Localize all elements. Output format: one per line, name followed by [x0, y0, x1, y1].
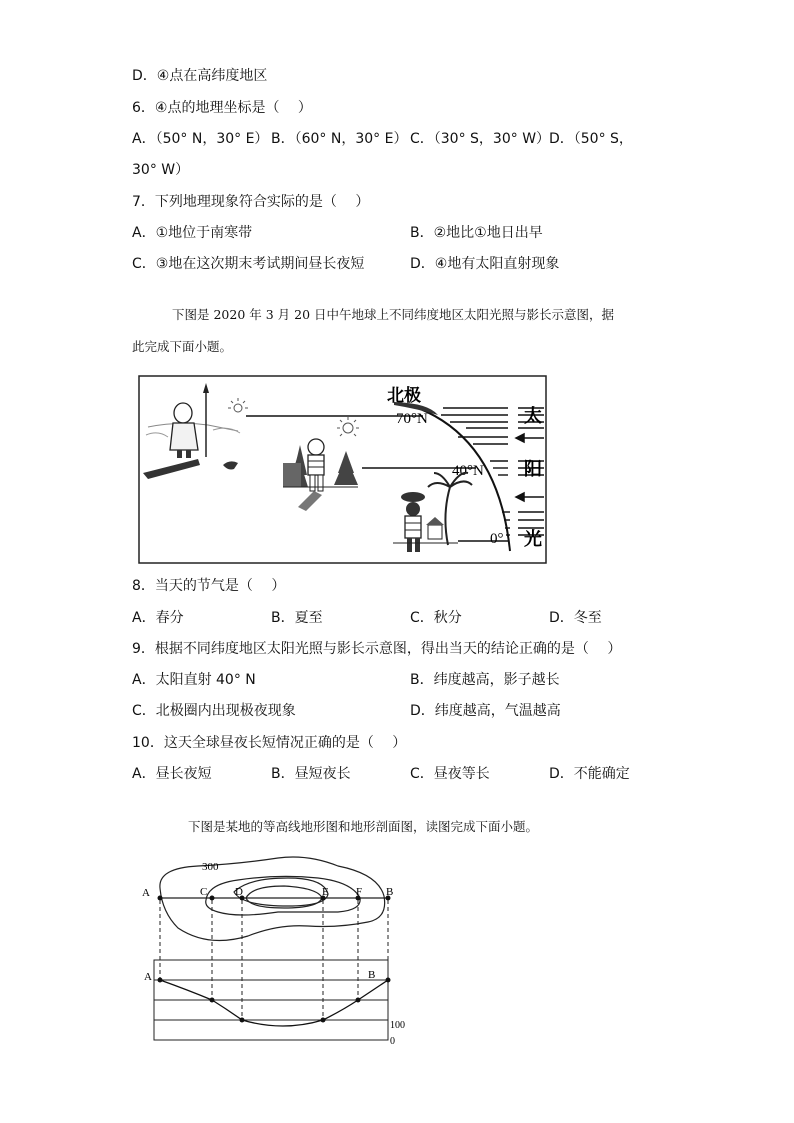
q6-option-a: A．（50° N，30° E） — [132, 131, 269, 147]
intro1-line2: 此完成下面小题。 — [132, 339, 233, 354]
north-pole-label: 北极 — [387, 386, 421, 405]
profile-label-b: B — [368, 969, 376, 981]
q6-option-d-cont: 30° W） — [132, 162, 190, 178]
q7-stem: 7．下列地理现象符合实际的是（ ） — [132, 194, 370, 210]
q10-option-c: C．昼夜等长 — [410, 766, 490, 782]
q8-option-d: D．冬至 — [549, 610, 602, 626]
point-label-d: D — [235, 886, 243, 898]
point-label-b: B — [386, 886, 394, 898]
point-label-c: C — [200, 886, 208, 898]
profile-label-a: A — [144, 971, 152, 983]
q6-option-d: D．（50° S， — [549, 131, 633, 147]
profile-curve — [160, 980, 388, 1026]
axis-label-100: 100 — [390, 1020, 405, 1031]
lat40-label: 40°N — [452, 463, 484, 479]
contour-lines — [160, 857, 385, 941]
q7-option-c: C．③地在这次期末考试期间昼长夜短 — [132, 256, 365, 272]
point-label-a: A — [142, 887, 150, 899]
q7-option-a: A．①地位于南寒带 — [132, 225, 253, 241]
sun-char-3: 光 — [524, 529, 542, 549]
q6-option-c: C．（30° S，30° W） — [410, 131, 551, 147]
point-label-e: E — [322, 886, 329, 898]
q10-option-a: A．昼长夜短 — [132, 766, 212, 782]
q9-option-d: D．纬度越高，气温越高 — [410, 703, 561, 719]
q8-option-c: C．秋分 — [410, 610, 462, 626]
sun-char-2: 阳 — [524, 459, 542, 479]
q10-option-b: B．昼短夜长 — [271, 766, 351, 782]
contour-label-300: 300 — [202, 861, 219, 873]
profile-grid — [154, 960, 388, 1040]
intro2-line1: 下图是某地的等高线地形图和地形剖面图，读图完成下面小题。 — [188, 819, 539, 834]
q8-option-a: A．春分 — [132, 610, 184, 626]
lat70-label: 70°N — [396, 411, 428, 427]
q9-option-b: B．纬度越高，影子越长 — [410, 672, 560, 688]
q10-option-d: D．不能确定 — [549, 766, 630, 782]
q7-option-d: D．④地有太阳直射现象 — [410, 256, 560, 272]
q7-option-b: B．②地比①地日出早 — [410, 225, 543, 241]
contour-profile-figure — [138, 848, 418, 1048]
point-label-f: F — [356, 886, 363, 898]
q9-stem: 9．根据不同纬度地区太阳光照与影长示意图，得出当天的结论正确的是（ ） — [132, 641, 622, 657]
q5-option-d: D．④点在高纬度地区 — [132, 68, 268, 84]
q9-option-c: C．北极圈内出现极夜现象 — [132, 703, 296, 719]
axis-label-0: 0 — [390, 1036, 395, 1047]
q6-option-b: B．（60° N，30° E） — [271, 131, 408, 147]
sun-char-1: 太 — [524, 406, 542, 426]
intro1-line1: 下图是 2020 年 3 月 20 日中午地球上不同纬度地区太阳光照与影长示意图，据 — [172, 307, 615, 322]
lat0-label: 0° — [490, 531, 504, 547]
q8-stem: 8．当天的节气是（ ） — [132, 578, 286, 594]
q6-stem: 6．④点的地理坐标是（ ） — [132, 100, 312, 116]
q8-option-b: B．夏至 — [271, 610, 323, 626]
q10-stem: 10．这天全球昼夜长短情况正确的是（ ） — [132, 735, 407, 751]
sunlight-shadow-figure — [138, 375, 548, 565]
q9-option-a: A．太阳直射 40° N — [132, 672, 256, 688]
